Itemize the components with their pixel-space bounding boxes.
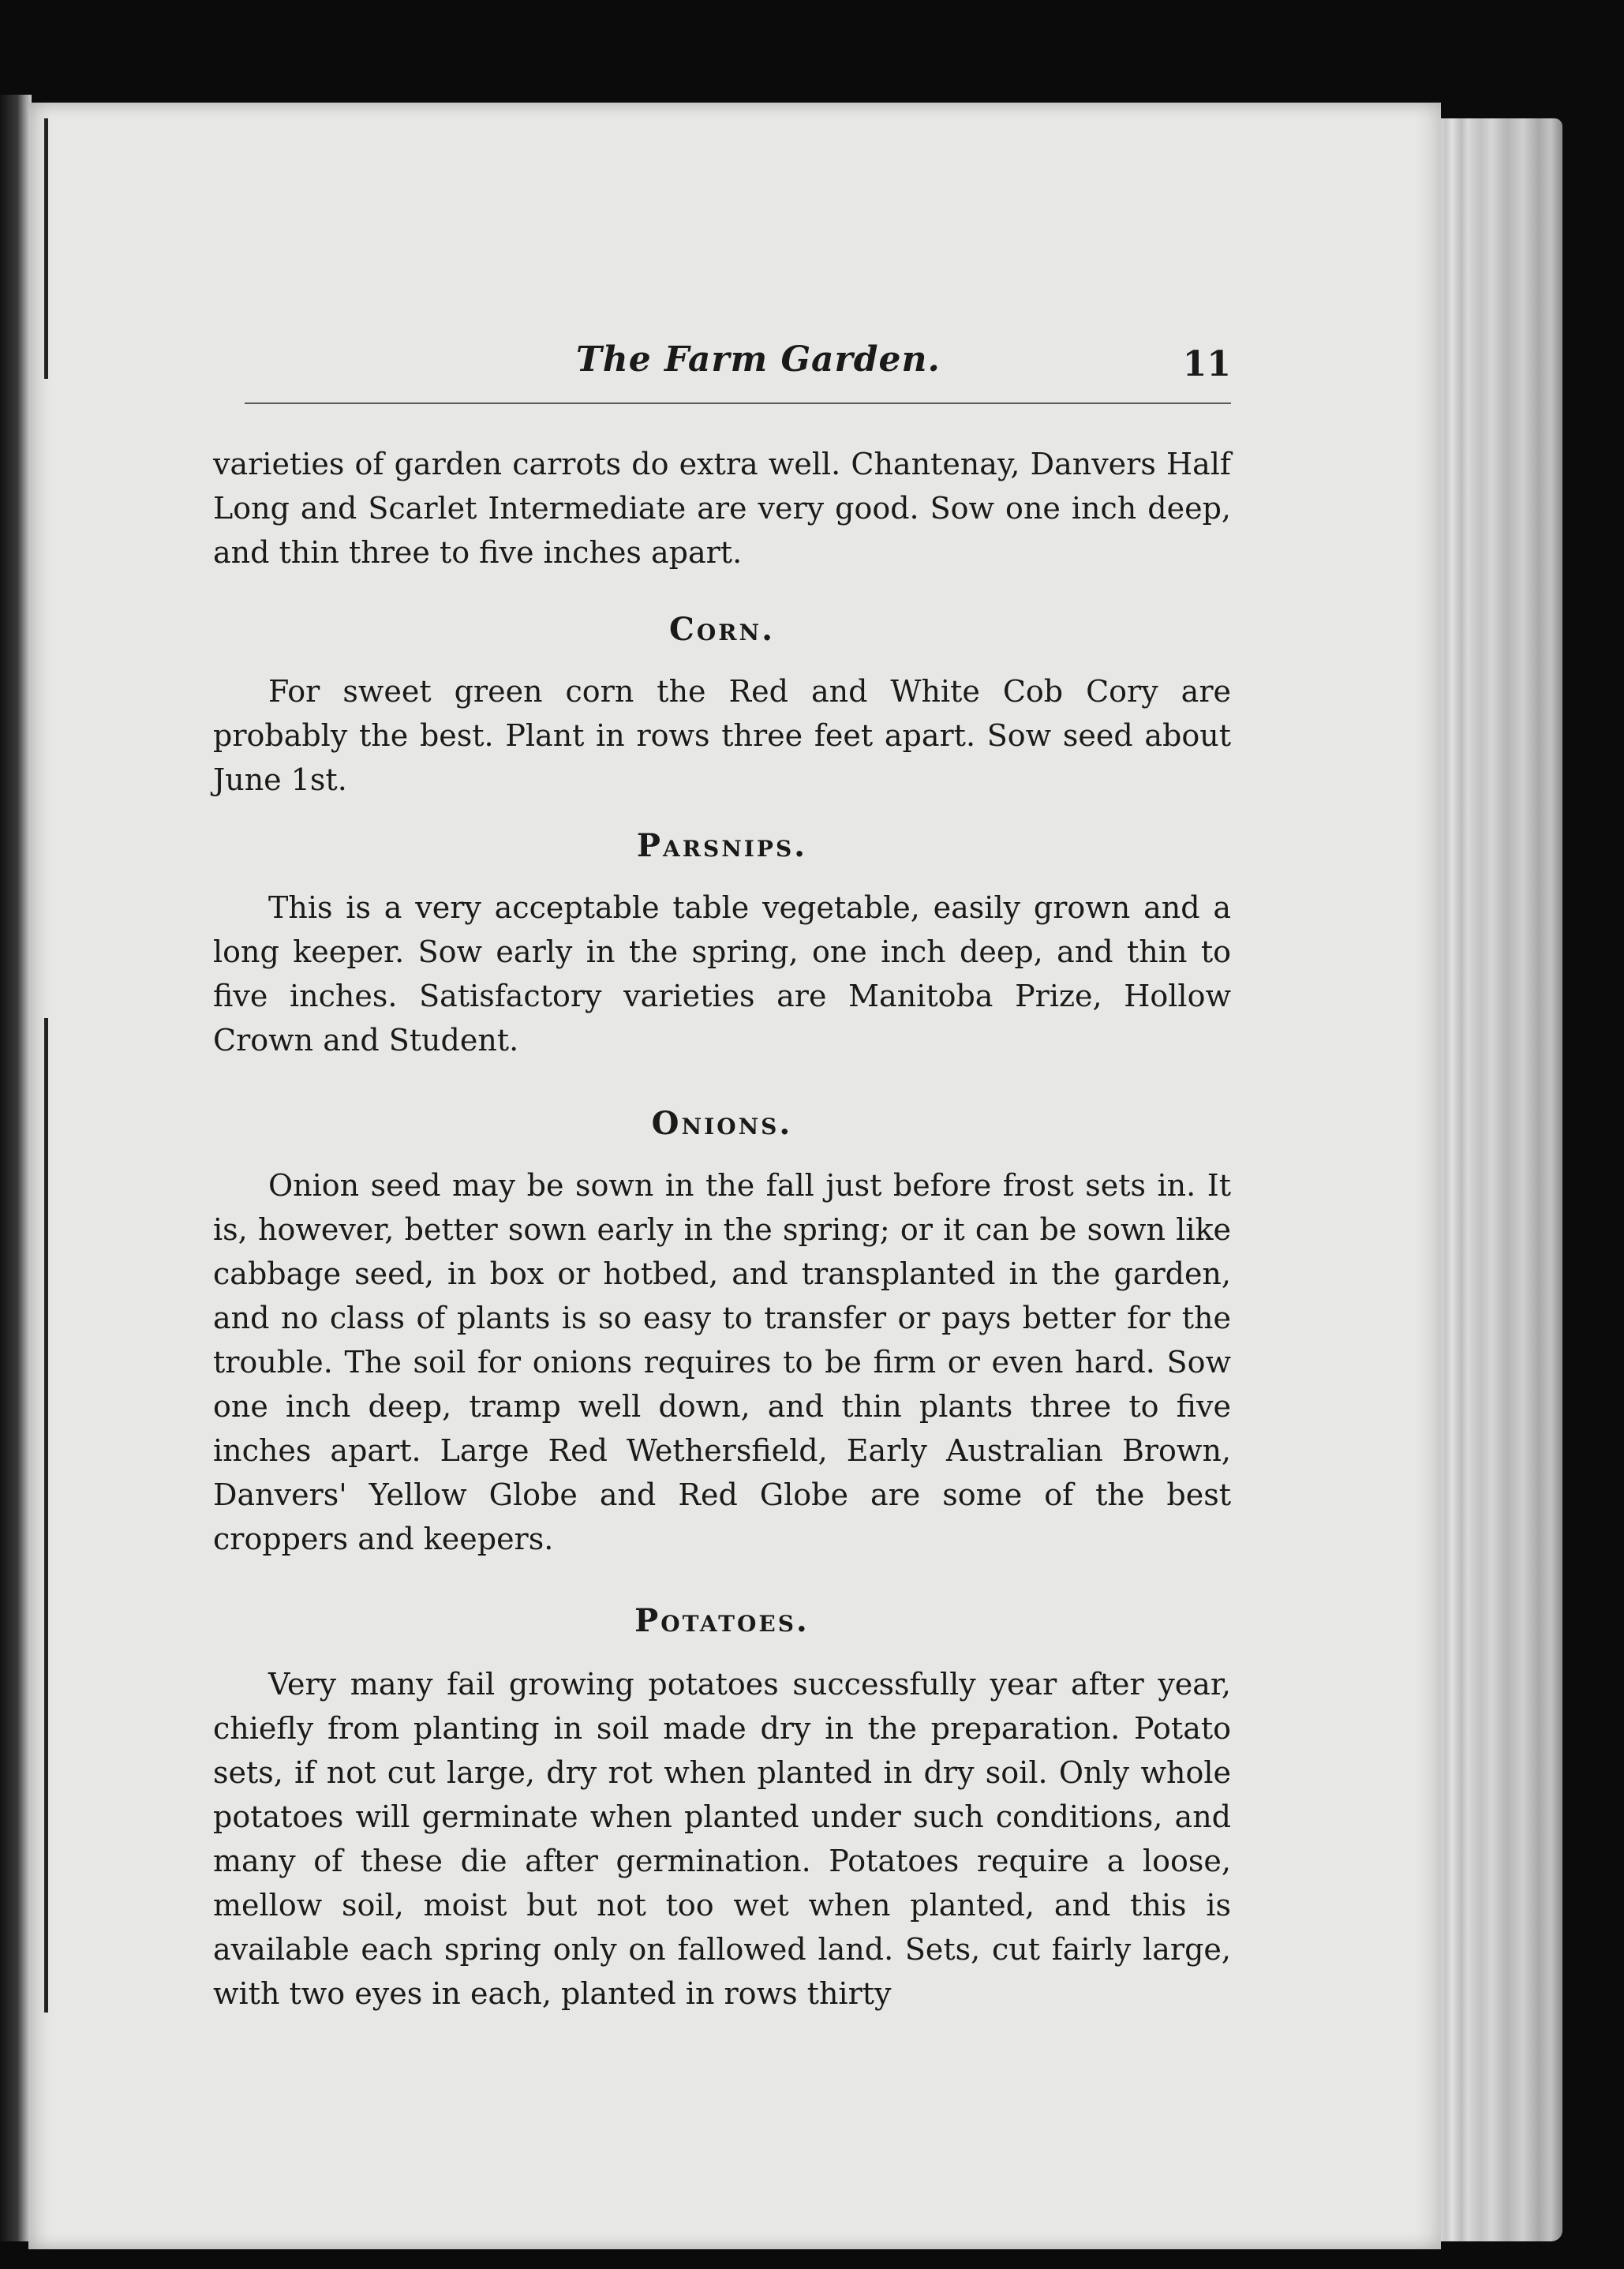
gutter-line — [44, 1018, 48, 2013]
page-number: 11 — [1182, 344, 1231, 384]
section-heading-parsnips: Parsnips. — [636, 827, 808, 864]
section-paragraph-corn: For sweet green corn the Red and White Cob Cory are probably the best. Plant in rows three feet apart. Sow seed about June 1st. — [213, 674, 1231, 797]
section-heading-corn: Corn. — [668, 611, 775, 648]
book-spine-shadow — [0, 95, 32, 2241]
section-heading-potatoes: Potatoes. — [634, 1602, 810, 1639]
section-heading-onions: Onions. — [651, 1105, 793, 1142]
gutter-line — [44, 118, 48, 379]
running-title: The Farm Garden. — [576, 339, 941, 380]
section-paragraph-onions: Onion seed may be sown in the fall just before frost sets in. It is, however, better sown early in the spring; or it can be sown like cabbage seed, in box or hotbed, and transplanted in the garden, and no class of plants is so easy to transfer or pays better for the trouble. The soil for onions requires to be firm or even hard. Sow one inch deep, tramp well down, and thin plants three to five inches apart. Large Red Wethersfield, Early Australian Brown, Danvers' Yellow Globe and Red Globe are some of the best croppers and keepers. — [213, 1168, 1231, 1556]
section-paragraph-parsnips: This is a very acceptable table vegetable, easily grown and a long keeper. Sow early in the spring, one inch deep, and thin to five inches. Satisfactory varieties are Manitoba Prize, Hollow Crown and Student. — [213, 890, 1231, 1058]
page-content — [213, 442, 1231, 2016]
page-header — [245, 339, 1239, 426]
section-paragraph-potatoes: Very many fail growing potatoes successfully year after year, chiefly from planting in soil made dry in the preparation. Potato sets, if not cut large, dry rot when planted in dry soil. Only whole potatoes will germinate when planted under such conditions, and many of these die after germination. Potatoes require a loose, mellow soil, moist but not too wet when planted, and this is available each spring only on fallowed land. Sets, cut fairly large, with two eyes in each, planted in rows thirty — [213, 1667, 1231, 2011]
intro-paragraph: varieties of garden carrots do extra well. Chantenay, Danvers Half Long and Scarlet Intermediate are very good. Sow one inch deep, and thin three to five inches apart. — [213, 447, 1231, 570]
header-rule — [245, 403, 1231, 404]
